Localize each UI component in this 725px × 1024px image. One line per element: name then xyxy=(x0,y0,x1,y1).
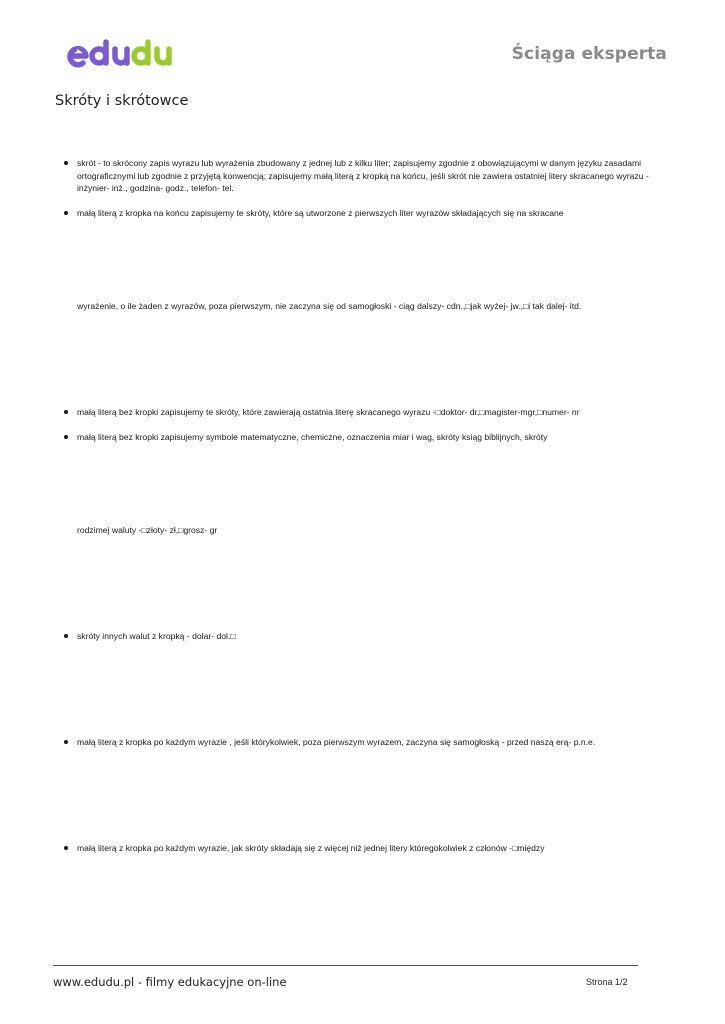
list-item: małą literą bez kropki zapisujemy symbole matematyczne, chemiczne, oznaczenia miar i wag, skróty ksiąg biblijnych, skróty xyxy=(64,431,674,444)
header-title: Ściąga eksperta xyxy=(511,44,667,64)
bullet-icon xyxy=(64,435,68,439)
bullet-icon xyxy=(64,740,68,744)
list-item: małą literą bez kropki zapisujemy te skróty, które zawierają ostatnia literę skracanego wyrazu -□doktor- dr,□magister-mgr,□numer- nr xyxy=(64,406,674,419)
list-item-continuation: rodzimej waluty -□złoty- zł,□grosz- gr xyxy=(77,525,218,535)
page-title: Skróty i skrótowce xyxy=(55,93,189,109)
list-item-continuation: wyrażenie, o ile żaden z wyrazów, poza pierwszym, nie zaczyna się od samogłoski - ciąg dalszy- cdn.,□jak wyżej- jw.,□i tak dalej- itd. xyxy=(77,301,582,311)
list-item: małą literą z kropka po każdym wyrazie , jeśli którykolwiek, poza pierwszym wyrazem, zaczyna się samogłoską - przed naszą erą- p.n.e. xyxy=(64,736,674,749)
list-item: skróty innych walut z kropką - dolar- dol.□ xyxy=(64,630,674,643)
bullet-icon xyxy=(64,211,68,215)
bullet-icon xyxy=(64,634,68,638)
footer-site-link[interactable]: www.edudu.pl - filmy edukacyjne on-line xyxy=(53,975,287,989)
bullet-icon xyxy=(64,846,68,850)
page-number: Strona 1/2 xyxy=(586,977,628,987)
list-item: skrót - to skrócony zapis wyrazu lub wyrażenia zbudowany z jednej lub z kilku liter; zapisujemy zgodnie z obowiązującymi w danym języku zasadami ortograficznymi lub zgodnie z przyjętą konwencją; zapisujemy małą literą z kropką na końcu, jeśli skrót nie zawiera ostatniej litery skracanego wyrazu - inżynier- inż., godzina- godz., telefon- tel. xyxy=(64,157,674,195)
list-item: małą literą z kropka po każdym wyrazie, jak skróty składają się z więcej niż jednej litery któregokolwiek z członów -□między xyxy=(64,842,674,855)
footer-divider xyxy=(53,965,638,966)
bullet-icon xyxy=(64,410,68,414)
bullet-icon xyxy=(64,161,68,165)
list-item: małą literą z kropka na końcu zapisujemy te skróty, które są utworzone z pierwszych liter wyrazów składających się na skracane xyxy=(64,207,674,220)
edudu-logo[interactable] xyxy=(66,34,178,74)
